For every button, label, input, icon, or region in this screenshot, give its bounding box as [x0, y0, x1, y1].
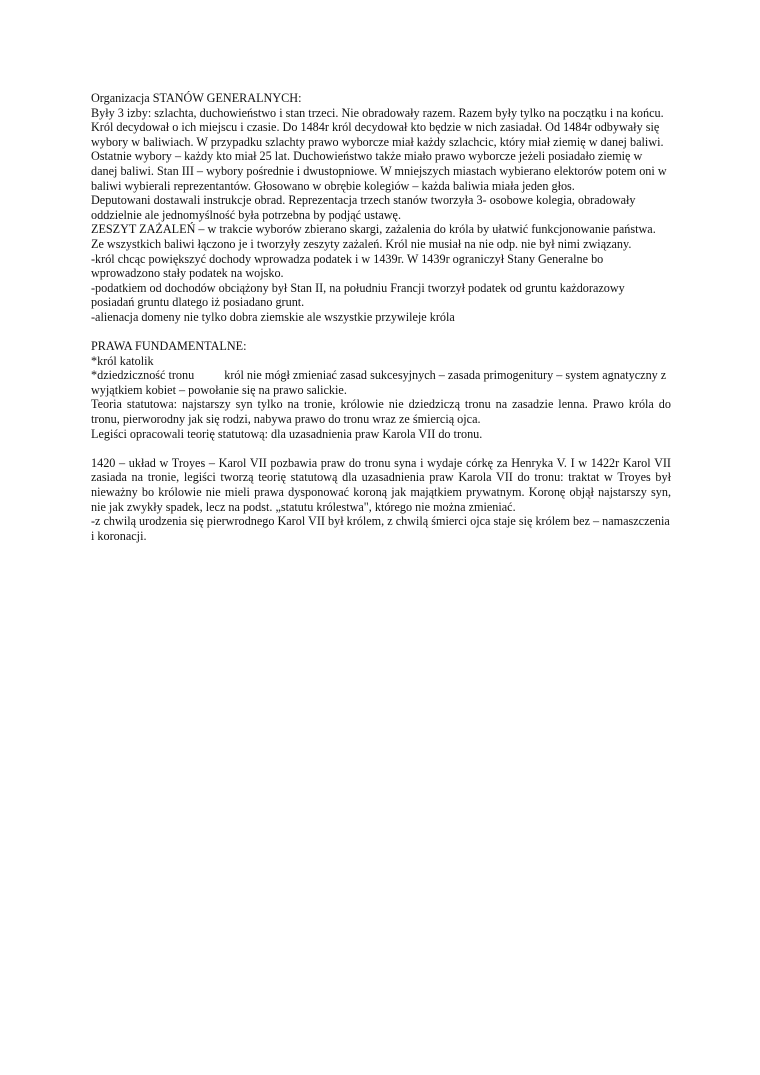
paragraph-podatek-1439: -król chcąc powiększyć dochody wprowadza podatek i w 1439r. W 1439r ograniczył Stany Generalne bo wprowadzono stały podatek na wojsko. — [91, 251, 604, 281]
paragraph-teoria-statutowa: Teoria statutowa: najstarszy syn tylko na tronie, królowie nie dziedziczą tronu na zasadzie lenna. Prawo króla do tronu, pierworodny jak się rodzi, nabywa prawo do tronu wraz ze śmiercią ojca. — [91, 397, 671, 427]
section-heading-stany: Organizacja STANÓW GENERALNYCH: — [91, 91, 302, 105]
paragraph-legisci: Legiści opracowali teorię statutową: dla uzasadnienia praw Karola VII do tronu. — [91, 426, 483, 441]
paragraph-alienacja-domeny: -alienacja domeny nie tylko dobra ziemskie ale wszystkie przywileje króla — [91, 309, 455, 324]
section-heading-prawa-fundamentalne: PRAWA FUNDAMENTALNE: — [91, 339, 247, 354]
list-item-dziedzicznosc-tronu — [91, 368, 671, 397]
list-item-dziedzicznosc-text: król nie mógł zmieniać zasad sukcesyjnych – zasada primogenitury – system agnatyczny z wyjątkiem kobiet – powołanie się na prawo salickie. — [91, 368, 667, 397]
paragraph-deputowani: Deputowani dostawali instrukcje obrad. Reprezentacja trzech stanów tworzyła 3- osobowe kolegia, obradowały oddzielnie ale jednomyślność była potrzebna by podjąć ustawę. — [91, 193, 636, 222]
paragraph-karol-vii-krolem: -z chwilą urodzenia się pierwrodnego Karol VII był królem, z chwilą śmierci ojca staje się królem bez – namaszczenia i koronacji. — [91, 514, 670, 543]
list-item-dziedzicznosc-label: *dziedziczność tronu — [91, 368, 195, 383]
paragraph-zeszyt-zazalen: ZESZYT ZAŻALEŃ – w trakcie wyborów zbierano skargi, zażalenia do króla by ułatwić funkcjonowanie państwa. Ze wszystkich baliwi łączono je i tworzyły zeszyty zażaleń. Król nie musiał na nie odp. nie był nimi związany. — [91, 222, 656, 251]
list-item-krol-katolik: *król katolik — [91, 353, 154, 368]
paragraph-uklad-troyes: 1420 – układ w Troyes – Karol VII pozbawia praw do tronu syna i wydaje córkę za Henryka V. I w 1422r Karol VII zasiada na tronie, legiści tworzą teorię statutową dla uzasadnienia praw Karola VII do tronu: traktat w Troyes był nieważny bo królowie nie mieli prawa dysponować koroną jak majątkiem prywatnym. Koronę objął najstarszy syn, nie jak zwykły spadek, lecz na podst. „statutu królestwa", którego nie można zmieniać. — [91, 455, 671, 514]
paragraph-podatek-stan-ii: -podatkiem od dochodów obciążony był Stan II, na południu Francji tworzył podatek od gruntu każdorazowy posiadań gruntu dlatego iż posiadano grunt. — [91, 280, 625, 310]
paragraph-izby: Były 3 izby: szlachta, duchowieństwo i stan trzeci. Nie obradowały razem. Razem były tylko na początku i na końcu. Król decydował o ich miejscu i czasie. Do 1484r król decydował kto będzie w nich zasiadał. Od 1484r odbywały się wybory w baliwiach. W przypadku szlachty prawo wyborcze miał każdy szlachcic, który miał ziemię w danej baliwi. Ostatnie wybory – każdy kto miał 25 lat. Duchowieństwo także miało prawo wyborcze jeżeli posiadało ziemię w danej baliwi. Stan III – wybory pośrednie i dwustopniowe. W mniejszych miastach wybierano elektorów potem oni w baliwi wybierali reprezentantów. Głosowano w obrębie kolegiów – każda baliwia miała jeden głos. — [91, 105, 667, 193]
document-page — [91, 91, 671, 543]
spacer — [91, 441, 671, 456]
spacer — [91, 325, 671, 340]
